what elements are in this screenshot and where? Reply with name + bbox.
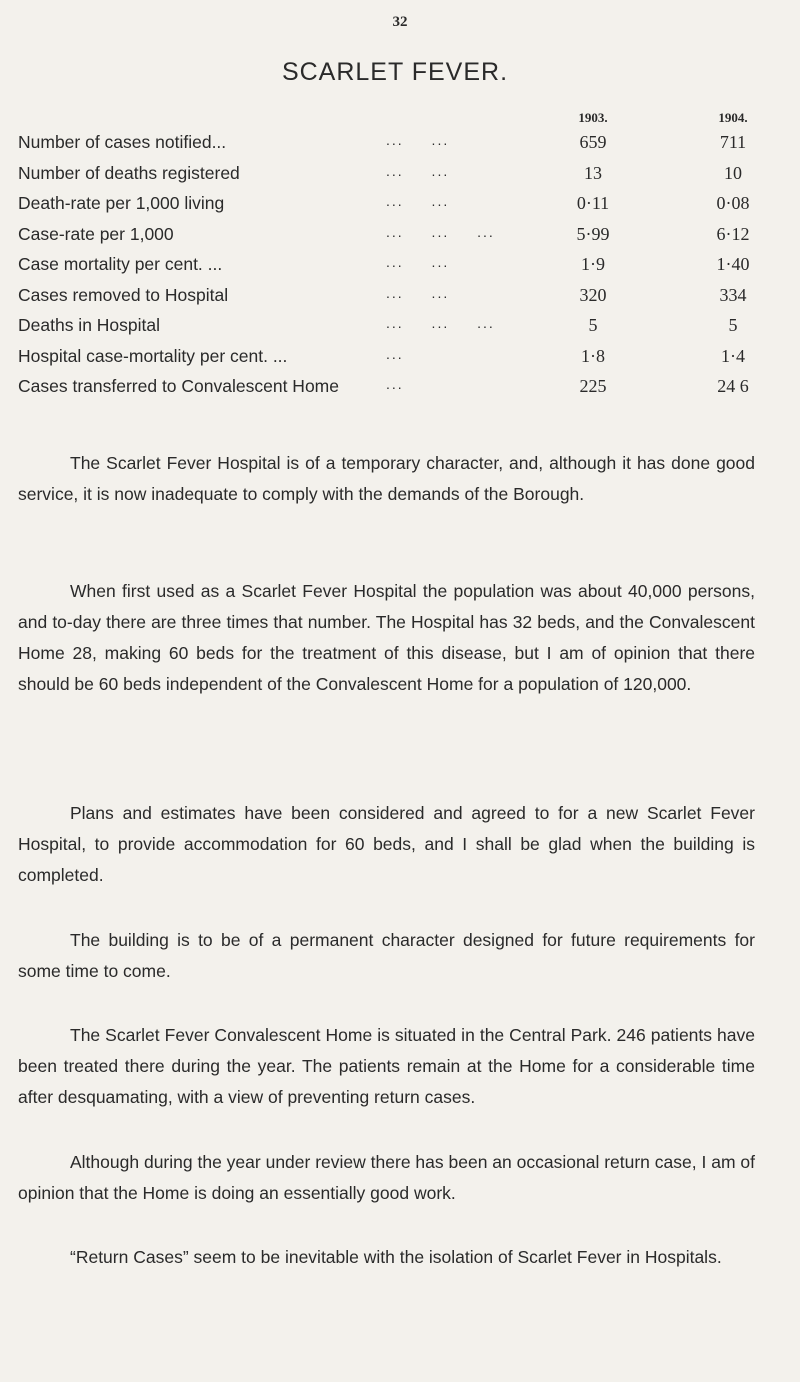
page-number: 32 xyxy=(392,14,408,30)
value-1904: 6·12 xyxy=(716,223,750,244)
value-1903: 13 xyxy=(584,162,602,183)
row-label: Cases transferred to Convalescent Home xyxy=(18,376,339,396)
leader-dots: ... ... xyxy=(386,284,450,301)
value-1904: 10 xyxy=(724,162,742,183)
value-1904: 5 xyxy=(728,315,738,335)
leader-dots: ... xyxy=(386,345,404,362)
row-label: Death-rate per 1,000 living xyxy=(18,193,225,213)
paragraph-7: “Return Cases” seem to be inevitable with the isolation of Scarlet Fever in Hospitals. xyxy=(70,1247,722,1267)
value-1903: 320 xyxy=(579,284,607,305)
table-row xyxy=(18,254,778,285)
row-label: Hospital case-mortality per cent. ... xyxy=(18,345,288,366)
row-label: Cases removed to Hospital xyxy=(18,284,229,305)
value-1903: 0·11 xyxy=(576,193,610,213)
table-row xyxy=(18,224,778,255)
value-1904: 24 6 xyxy=(717,376,749,396)
value-1903: 5·99 xyxy=(576,223,610,244)
value-1903: 659 xyxy=(579,132,607,152)
leader-dots: ... ... xyxy=(386,254,450,270)
year-1904-header: 1904. xyxy=(718,110,748,125)
value-1903: 225 xyxy=(579,376,607,396)
row-label: Case mortality per cent. ... xyxy=(18,254,223,274)
table-row xyxy=(18,376,778,407)
value-1903: 1·9 xyxy=(581,254,605,274)
table-header xyxy=(18,110,778,132)
paragraph-3: Plans and estimates have been considered and agreed to for a new Scarlet Fever Hospital, to provide accommodation for 60 beds, and I shall be glad when the building is completed. xyxy=(18,803,755,885)
table-row xyxy=(18,193,778,224)
value-1904: 0·08 xyxy=(716,193,750,213)
paragraph-4: The building is to be of a permanent character designed for future requirements for some time to come. xyxy=(18,930,755,981)
paragraph-1: The Scarlet Fever Hospital is of a temporary character, and, although it has done good service, it is now inadequate to comply with the demands of the Borough. xyxy=(18,453,755,504)
value-1903: 5 xyxy=(588,315,598,335)
row-label: Number of cases notified... xyxy=(18,132,227,152)
year-1903-header: 1903. xyxy=(578,110,608,125)
value-1904: 1·4 xyxy=(721,345,745,366)
statistics-table xyxy=(18,110,778,407)
table-row xyxy=(18,132,778,163)
leader-dots: ... ... xyxy=(386,193,450,209)
table-row xyxy=(18,163,778,194)
leader-dots: ... ... xyxy=(386,132,450,148)
value-1903: 1·8 xyxy=(581,345,605,366)
table-row xyxy=(18,346,778,377)
table-row xyxy=(18,285,778,316)
leader-dots: ... ... xyxy=(386,162,450,179)
paragraph-6: Although during the year under review there has been an occasional return case, I am of opinion that the Home is doing an essentially good work. xyxy=(18,1152,755,1203)
paragraph-5: The Scarlet Fever Convalescent Home is situated in the Central Park. 246 patients have been treated there during the year. The patients remain at the Home for a considerable time after desquamating, with a view of preventing return cases. xyxy=(18,1025,755,1107)
row-label: Deaths in Hospital xyxy=(18,315,161,335)
page-title: SCARLET FEVER. xyxy=(281,58,509,86)
table-rows xyxy=(18,132,778,407)
value-1904: 1·40 xyxy=(716,254,750,274)
value-1904: 334 xyxy=(719,284,747,305)
paragraph-2: When first used as a Scarlet Fever Hospital the population was about 40,000 persons, and to-day there are three times that number. The Hospital has 32 beds, and the Convalescent Home 28, making 60 beds for the treatment of this disease, but I am of opinion that there should be 60 beds independent of the Convalescent Home for a population of 120,000. xyxy=(18,581,755,694)
table-row xyxy=(18,315,778,346)
row-label: Case-rate per 1,000 xyxy=(18,223,174,244)
row-label: Number of deaths registered xyxy=(18,162,240,183)
value-1904: 711 xyxy=(719,132,747,152)
leader-dots: ... ... ... xyxy=(386,223,495,240)
leader-dots: ... ... ... xyxy=(386,315,495,331)
leader-dots: ... xyxy=(386,376,404,392)
